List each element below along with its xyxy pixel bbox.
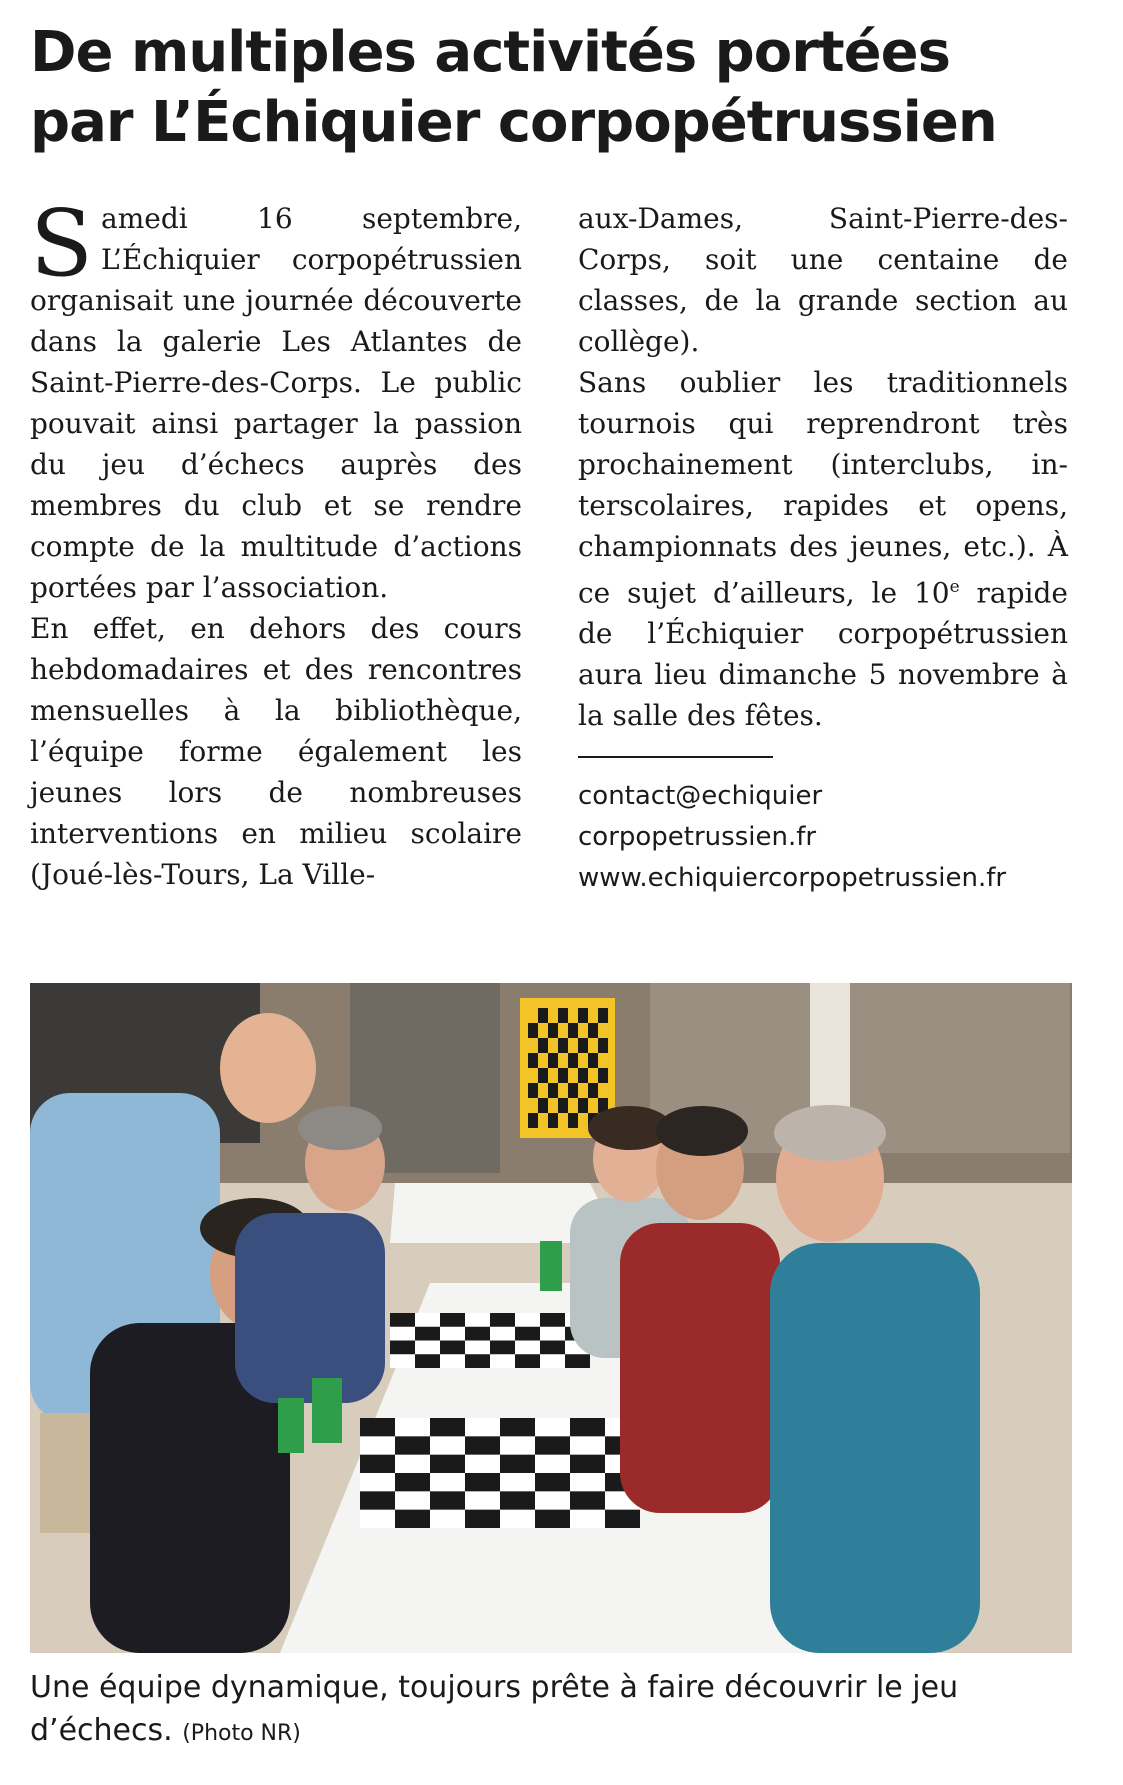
sign-square <box>528 1083 538 1098</box>
board-square <box>490 1313 515 1327</box>
board-square <box>390 1341 415 1355</box>
article-column-right <box>578 198 1068 899</box>
photo-illustration <box>30 983 1072 1653</box>
article-column-left <box>30 190 522 895</box>
sign-square <box>598 1038 608 1053</box>
chessboard-1 <box>390 1313 590 1368</box>
sign-square <box>548 1113 558 1128</box>
sign-square <box>558 1008 568 1023</box>
contact-email-line-1[interactable]: contact@echiquier <box>578 781 823 812</box>
board-square <box>395 1473 430 1491</box>
board-square <box>500 1418 535 1436</box>
sign-square <box>548 1083 558 1098</box>
board-square <box>490 1341 515 1355</box>
sign-square <box>558 1098 568 1113</box>
caption-text: Une équipe dynamique, toujours prête à faire découvrir le jeu d’échecs. <box>30 1670 959 1748</box>
board-square <box>570 1455 605 1473</box>
sign-square <box>528 1023 538 1038</box>
contact-email-line-2[interactable]: corpopetrussien.fr <box>578 822 817 853</box>
sign-square <box>538 1038 548 1053</box>
board-square <box>535 1473 570 1491</box>
board-square <box>570 1418 605 1436</box>
board-square <box>500 1455 535 1473</box>
sign-square <box>538 1068 548 1083</box>
board-square <box>440 1341 465 1355</box>
contact-divider <box>578 756 773 758</box>
sign-square <box>528 1113 538 1128</box>
article-photo <box>30 983 1072 1653</box>
contact-block <box>578 776 1068 899</box>
sign-square <box>588 1023 598 1038</box>
board-square <box>430 1491 465 1509</box>
sign-square <box>548 1023 558 1038</box>
board-square <box>360 1418 395 1436</box>
sign-square <box>558 1038 568 1053</box>
board-square <box>360 1491 395 1509</box>
board-square <box>395 1510 430 1528</box>
board-square <box>570 1491 605 1509</box>
board-square <box>390 1313 415 1327</box>
board-square <box>430 1455 465 1473</box>
board-square <box>515 1327 540 1341</box>
article-paragraph-4 <box>578 362 1068 736</box>
sign-square <box>578 1008 588 1023</box>
board-square <box>465 1354 490 1368</box>
board-square <box>360 1455 395 1473</box>
board-square <box>465 1327 490 1341</box>
green-cup-1 <box>540 1241 562 1291</box>
sign-square <box>538 1008 548 1023</box>
board-square <box>440 1313 465 1327</box>
board-square <box>535 1510 570 1528</box>
board-square <box>565 1354 590 1368</box>
sign-square <box>578 1068 588 1083</box>
board-square <box>465 1510 500 1528</box>
headline-line-2: par L’Échiquier corpopétrussien <box>30 90 997 155</box>
sign-square <box>558 1068 568 1083</box>
board-square <box>395 1436 430 1454</box>
drop-cap: S <box>30 190 94 297</box>
contact-website[interactable]: www.echiquiercorpopetrussien.fr <box>578 863 1007 894</box>
sign-square <box>538 1098 548 1113</box>
sign-square <box>578 1098 588 1113</box>
ordinal-superscript: e <box>949 577 960 597</box>
article-paragraph-1 <box>30 190 522 608</box>
board-square <box>540 1313 565 1327</box>
sign-square <box>568 1023 578 1038</box>
sign-square <box>568 1083 578 1098</box>
sign-square <box>568 1053 578 1068</box>
article-paragraph-4-text-b: rapide de l’Échiquier corpopétrussien aura lieu dimanche 5 novembre à la salle des fêtes. <box>578 576 1068 733</box>
article-paragraph-2: En effet, en dehors des cours hebdomadaires et des rencontres mensuelles à la bibliothèque, l’équipe forme également les jeunes lors de nombreuses interventions en milieu scolaire (Joué-lès-Tours, La Ville- <box>30 612 522 891</box>
headline <box>30 18 1090 158</box>
board-square <box>500 1491 535 1509</box>
sign-square <box>588 1083 598 1098</box>
board-square <box>415 1354 440 1368</box>
board-square <box>535 1436 570 1454</box>
article-paragraph-4-text-a: Sans oublier les traditionnels tournois qui reprendront très prochainement (interclubs, interscolaires, rapides et opens, championnats des jeunes, etc.). À ce sujet d’ailleurs, le 10 <box>578 366 1068 610</box>
photo-caption <box>30 1666 1090 1755</box>
sign-square <box>598 1068 608 1083</box>
article-paragraph-3: aux-Dames, Saint-Pierre-des-Corps, soit une centaine de classes, de la grande section au collège). <box>578 202 1068 358</box>
photo-credit: (Photo NR) <box>182 1721 301 1746</box>
sign-square <box>588 1053 598 1068</box>
sign-square <box>578 1038 588 1053</box>
board-square <box>540 1341 565 1355</box>
chessboard-2 <box>360 1418 640 1528</box>
article-paragraph-1-text: amedi 16 septembre, L’Échiquier corpopétrussien organisait une journée découverte dans la galerie Les Atlantes de Saint-Pierre-des-Corps. Le public pouvait ainsi partager la passion du jeu d’échecs auprès des membres du club et se rendre compte de la multitude d’actions portées par l’association. <box>30 202 522 604</box>
headline-line-1: De multiples activités portées <box>30 20 950 85</box>
board-square <box>605 1510 640 1528</box>
board-square <box>430 1418 465 1436</box>
sign-square <box>568 1113 578 1128</box>
sign-square <box>528 1053 538 1068</box>
board-square <box>415 1327 440 1341</box>
board-square <box>465 1436 500 1454</box>
sign-square <box>548 1053 558 1068</box>
board-square <box>515 1354 540 1368</box>
board-square <box>465 1473 500 1491</box>
green-cup-3 <box>278 1398 304 1453</box>
green-cup-2 <box>312 1378 342 1443</box>
sign-square <box>598 1008 608 1023</box>
